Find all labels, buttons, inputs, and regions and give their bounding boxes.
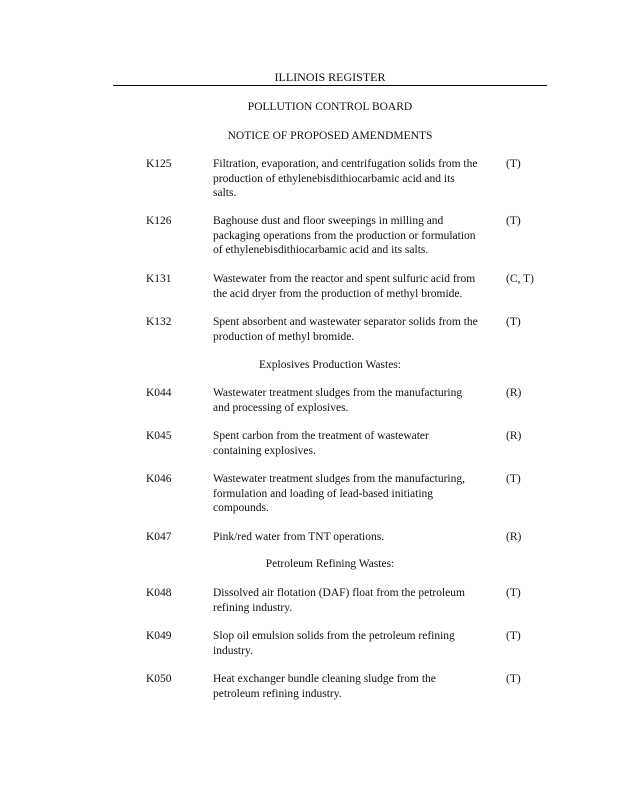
waste-description bbox=[213, 530, 503, 545]
hazard-code: (T) bbox=[506, 630, 521, 642]
description-line: packaging operations from the production or formulation bbox=[213, 229, 476, 242]
description-line: formulation and loading of lead-based initiating bbox=[213, 487, 434, 500]
waste-code: K125 bbox=[146, 158, 172, 170]
description-line: Spent carbon from the treatment of wastewater bbox=[213, 430, 429, 442]
description-line: compounds. bbox=[213, 502, 269, 514]
hazard-code: (R) bbox=[506, 387, 522, 399]
register-title: ILLINOIS REGISTER bbox=[274, 70, 386, 84]
description-line: salts. bbox=[213, 187, 237, 199]
waste-description bbox=[213, 672, 503, 701]
hazard-code: (T) bbox=[506, 673, 521, 685]
waste-description bbox=[213, 272, 503, 301]
description-line: the acid dryer from the production of methyl bromide. bbox=[213, 287, 463, 300]
description-line: Pink/red water from TNT operations. bbox=[213, 531, 385, 543]
waste-code: K050 bbox=[146, 673, 172, 685]
section-heading-explosives: Explosives Production Wastes: bbox=[259, 359, 401, 371]
hazard-code: (T) bbox=[506, 473, 521, 485]
hazard-code: (R) bbox=[506, 430, 522, 442]
waste-code: K045 bbox=[146, 430, 172, 442]
hazard-code: (T) bbox=[506, 215, 521, 227]
waste-description bbox=[213, 315, 503, 344]
description-line: Wastewater treatment sludges from the manufacturing, bbox=[213, 473, 465, 485]
waste-description bbox=[213, 629, 503, 658]
waste-description bbox=[213, 386, 503, 415]
waste-code: K046 bbox=[146, 473, 172, 485]
waste-description bbox=[213, 472, 503, 516]
notice-heading: NOTICE OF PROPOSED AMENDMENTS bbox=[227, 130, 433, 142]
waste-code: K126 bbox=[146, 215, 172, 227]
waste-description bbox=[213, 429, 503, 458]
description-line: and processing of explosives. bbox=[213, 401, 349, 414]
waste-code: K044 bbox=[146, 387, 172, 399]
description-line: Filtration, evaporation, and centrifugation solids from the bbox=[213, 158, 478, 170]
hazard-code: (R) bbox=[506, 531, 522, 543]
description-line: Baghouse dust and floor sweepings in milling and bbox=[213, 215, 444, 227]
description-line: Slop oil emulsion solids from the petroleum refining bbox=[213, 630, 455, 642]
waste-code: K132 bbox=[146, 316, 172, 328]
waste-description bbox=[213, 586, 503, 615]
agency-heading: POLLUTION CONTROL BOARD bbox=[247, 101, 413, 113]
header-rule bbox=[113, 85, 547, 86]
waste-description bbox=[213, 157, 503, 201]
waste-code: K048 bbox=[146, 587, 172, 599]
description-line: Wastewater treatment sludges from the manufacturing bbox=[213, 387, 463, 399]
waste-code: K131 bbox=[146, 273, 172, 285]
waste-description bbox=[213, 214, 503, 258]
description-line: Heat exchanger bundle cleaning sludge from the bbox=[213, 673, 436, 685]
description-line: of ethylenebisdithiocarbamic acid and its salts. bbox=[213, 244, 429, 256]
waste-code: K047 bbox=[146, 531, 172, 543]
section-heading-petroleum: Petroleum Refining Wastes: bbox=[265, 558, 395, 570]
description-line: petroleum refining industry. bbox=[213, 687, 342, 700]
hazard-code: (T) bbox=[506, 158, 521, 170]
description-line: Dissolved air flotation (DAF) float from the petroleum bbox=[213, 587, 465, 599]
description-line: refining industry. bbox=[213, 601, 293, 614]
description-line: Spent absorbent and wastewater separator solids from the bbox=[213, 316, 478, 328]
description-line: industry. bbox=[213, 644, 253, 657]
hazard-code: (C, T) bbox=[506, 273, 534, 285]
hazard-code: (T) bbox=[506, 316, 521, 328]
waste-code: K049 bbox=[146, 630, 172, 642]
description-line: production of ethylenebisdithiocarbamic acid and its bbox=[213, 172, 455, 185]
hazard-code: (T) bbox=[506, 587, 521, 599]
description-line: containing explosives. bbox=[213, 444, 316, 457]
description-line: production of methyl bromide. bbox=[213, 330, 355, 343]
description-line: Wastewater from the reactor and spent sulfuric acid from bbox=[213, 273, 476, 285]
